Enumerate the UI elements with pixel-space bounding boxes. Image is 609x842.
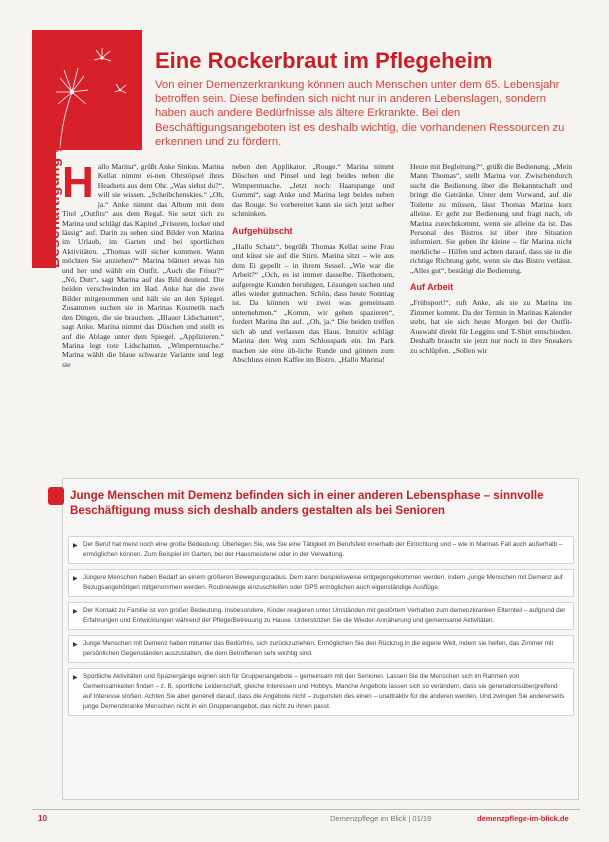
info-bullet: [68, 602, 574, 630]
bullet-arrow-icon: ▶: [73, 675, 78, 681]
subheading-aufgehuebscht: Aufgehübscht: [232, 225, 293, 236]
article-title: Eine Rockerbraut im Pflegeheim: [155, 48, 493, 73]
info-bullet: [68, 536, 574, 564]
page-number: 10: [38, 814, 47, 823]
info-box-marker-icon: [48, 487, 64, 505]
article-column-3: [410, 162, 572, 355]
info-bullet: [68, 569, 574, 597]
footer-publication: Demenzpflege im Blick | 01/19: [330, 814, 432, 823]
bullet-arrow-icon: ▶: [73, 642, 78, 648]
info-bullet: [68, 635, 574, 663]
bullet-arrow-icon: ▶: [73, 609, 78, 615]
article-column-1: [62, 158, 224, 369]
column-3-text-b: „Frühsport!“, ruft Anke, als sie zu Marina ins Zimmer kommt. Da der Termin in Marinas Kalender steht, hat sie sich heute Morgen bei der Outfit-Auswahl direkt für Leggins und T-Shirt entschieden. Deshalb braucht sie jetzt nur noch in ihre Sneakers zu schlüpfen. „Sollen wir: [410, 298, 572, 355]
bullet-arrow-icon: ▶: [73, 576, 78, 582]
article-column-2: [232, 162, 394, 364]
article-lead: Von einer Demenzerkrankung können auch Menschen unter dem 65. Lebensjahr betroffen sein. Diese befinden sich nicht nur in anderen Lebenslagen, sondern haben auch andere Bedürfnisse als ältere Erkrankte. Bei den Beschäftigungsangeboten ist es deshalb wichtig, die vorhandenen Ressourcen zu erkennen und zu fördern.: [155, 79, 565, 148]
info-bullet-text: Jüngere Menschen haben Bedarf an einem größeren Bewegungsradius. Dem kann beispielsweise entgegengekommen werden, indem „junge Menschen mit Demenz auf Bezugsangehörigen mitgenommen werden. Routinewege einzuschleifen oder GPS ermöglichen auch eigenständige Ausflüge.: [83, 574, 563, 591]
dropcap: H: [62, 158, 94, 207]
section-label-bold: Beschäftigung: [46, 157, 63, 268]
column-2-text-b: „Hallo Schatz“, begrüßt Thomas Kellat seine Frau und küsst sie auf die Stirn. Marina sitzt – wie aus dem Ei gepellt – in ihrem Sessel. „Wie war die Arbeit?“ „Och, es ist immer dasselbe. Tikethotsen, aufgeregte Kunden beruhigen, Lösungen suchen und alles wieder gutmachen. Schön, dass heute Sonntag ist. Da können wir zwei was gemeinsam unternehmen.“ „Komm, wir gehen spazieren“, fordert Marina ihn auf. „Oh, ja.“ Die beiden treffen sich ab und verlassen das Haus. Intuitiv schlägt Marina den Weg zum Schlosspark ein. Im Park machen sie eine üb-liche Runde und gönnen zum Abschluss einen Kaffee im Bistro. „Hallo Marina!: [232, 241, 394, 365]
subheading-auf-arbeit: Auf Arbeit: [410, 282, 454, 293]
footer-website-link[interactable]: demenzpflege-im-blick.de: [477, 814, 569, 823]
section-label: [46, 87, 63, 268]
column-3-text: Heute mit Begleitung?“, grüßt die Bedienung. „Mein Mann Thomas“, stellt Marina vor. Zwischendurch sucht die Bedienung über die Bekanntschaft und bringt die Getränke. Unter dem Vorwand, auf die Toilette zu müssen, lässt Thomas Marina kurz alleine. Er geht zur Bedienung und fragt nach, ob Marina zurechtkommt, wenn sie alleine da ist. Das Personal des Bistros ist über ihre Situation informiert. Sie geben ihr kleine – für Marina nicht merkliche – Hilfen und achten darauf, dass sie in die richtige Richtung geht, wenn sie das Bistro verlässt. „Alles gut“, bestätigt die Bedienung.: [410, 162, 572, 275]
info-bullet: [68, 668, 574, 716]
info-box-bullet-list: [68, 536, 574, 721]
footer-divider: [32, 809, 580, 810]
section-label-light: gestalten: [46, 87, 63, 153]
info-bullet-text: Der Kontakt zu Familie ist von großer Bedeutung. Insbesondere, Kinder reagieren unter Umständen mit gestörtem Verhalten zum demenzkranken Elternteil – aufgrund der Erfahrungen und Entwicklungen während der Pflege/Betreuung zu Hause. Unterstützen Sie die Wieder-Annäherung und gemeinsame Aktivitäten.: [83, 607, 566, 624]
info-bullet-text: Der Beruf hat meist noch eine große Bedeutung. Überlegen Sie, wie Sie eine Tätigkeit im Berufsfeld innerhalb der Einrichtung und – wie in Marinas Fall auch außerhalb – ermöglichen können. Zum Beispiel im Garten, bei der Hausmeisterei oder in der Verwaltung.: [83, 541, 563, 558]
info-bullet-text: Sportliche Aktivitäten und Spaziergänge eignen sich für Gruppenangebote – gemeinsam mit den Senioren. Lassen Sie die Menschen sich im Rahmen von Gemeinsamkeiten finden – z. B. sportliche Leidenschaft, gleiche Interessen und Hobbys. Manche Angebote lassen sich so verändern, dass sie generationsübergreifend auf Interesse stoßen. Achten Sie aber generell darauf, dass die Angebote nicht – zugunsten des einen – unattraktiv für die anderen werden. Und zwingen Sie andererseits junge Demenzkranke Menschen nicht in ein Gruppenangebot, das nicht zu ihnen passt.: [83, 673, 565, 710]
info-bullet-text: Junge Menschen mit Demenz haben mitunter das Bedürfnis, sich zurückzuziehen. Ermöglichen Sie den Rückzug in die eigene Welt, indem sie helfen, das Zimmer mit persönlichen Gegenständen auszustatten, die dem Betroffenen sehr wichtig sind.: [83, 640, 554, 657]
column-1-text: allo Marina“, grüßt Anke Sinkus. Marina Kellat nimmt ei-nen Ohrstöpsel ihres Headsets aus dem Ohr. „Was siehst du?“, will sie wissen. „Scheibchenskies.“ „Oh, ja.“ Anke nimmt das Album mit dem Titel „Outfits“ aus dem Regal. Sie setzt sich zu Marina und schlägt das Kapitel „Frisuren, locker und lässig“ auf. Darin zu sehen sind Bilder von Marina im Urlaub, im Garten und bei sportlichen Aktivitäten. „Thomas will sicher kommen. Wann möchten Sie anziehen?“ Marina blättert etwas hin und her und wählt ein Outfit. „Auch die Frisur?“ „Nö, Dutt“, sagt Marina auf das Bild deutend. Die beiden verschwinden im Bad. Anke hat die zwei Bilder mitgenommen und hält sie an den Spiegel. Zusammen suchen sie in Marinas Kosmetik nach den Dingen, die sie brauchen. „Blauer Lidschatten“, sagt Anke. Marina nimmt das Döschen und stellt es auf die Ablage unter dem Spiegel. „Applizieren.“ Marina legt rote Lidschatten. „Wimperntusche.“ Marina wählt die blaue schwarze Variante und legt sie: [62, 162, 224, 369]
info-box-title: Junge Menschen mit Demenz befinden sich in einer anderen Lebensphase – sinnvolle Beschäftigung muss sich deshalb anders gestalten als bei Senioren: [70, 489, 544, 517]
column-2-text: neben den Applikator. „Rouge.“ Marina nimmt Döschen und Pinsel und legt beides neben die Wimperntusche. „Jetzt noch: Haarspange und Gummi“, sagt Anke und Marina legt beides neben das Rouge. So vorbereitet kann sie sich jetzt selber schminken.: [232, 162, 394, 219]
bullet-arrow-icon: ▶: [73, 543, 78, 549]
